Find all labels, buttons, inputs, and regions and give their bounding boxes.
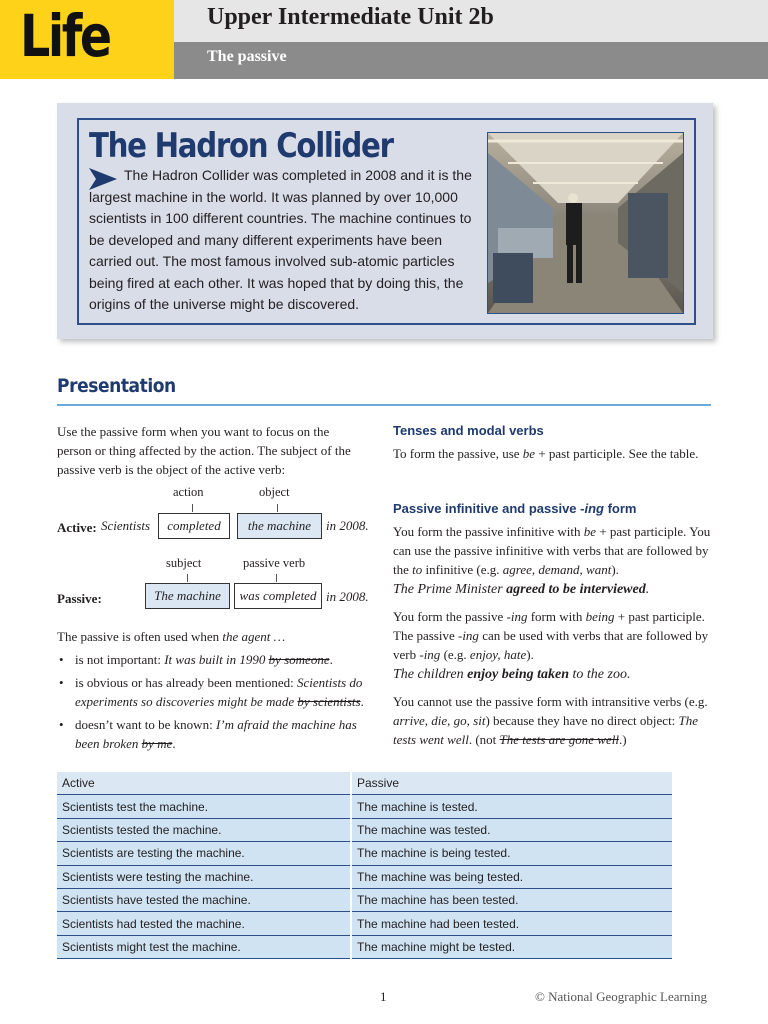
- text-run: can be used with verbs that are followed by verb -: [393, 628, 709, 662]
- table-row: [57, 912, 672, 935]
- tenses-heading: Tenses and modal verbs: [393, 423, 544, 438]
- text-run-italic: be: [522, 446, 536, 461]
- text-run-bold: enjoy being taken: [467, 667, 570, 682]
- page-number: 1: [380, 989, 387, 1004]
- passive-verb-label: passive verb: [243, 556, 306, 570]
- agent-intro-text: The passive is often used when: [57, 629, 223, 644]
- heading-run: form: [603, 501, 637, 516]
- ing-paragraph: [393, 607, 711, 664]
- text-run-italic: agree, demand, want: [502, 562, 612, 577]
- bullet-end: .: [360, 694, 364, 709]
- text-run: (e.g.: [440, 647, 470, 662]
- logo-text: Life: [20, 2, 110, 70]
- table-row: [57, 795, 672, 818]
- subject-label: subject: [166, 556, 202, 570]
- table-cell: The machine had been tested.: [351, 912, 672, 935]
- passive-label: Passive:: [57, 591, 102, 606]
- text-run-struck: The tests are gone well: [499, 732, 619, 747]
- active-subject: Scientists: [101, 518, 151, 533]
- table-cell: The machine was being tested.: [351, 865, 672, 888]
- text-run: form with: [527, 609, 586, 624]
- presentation-heading: Presentation: [57, 375, 176, 397]
- text-run-bold: agreed to be interviewed: [506, 582, 646, 597]
- bullet-text: is not important:: [75, 652, 165, 667]
- reading-frame: [77, 118, 696, 325]
- passive-subject-box: The machine: [145, 583, 230, 609]
- text-run: . (not: [468, 732, 500, 747]
- life-logo: [0, 0, 174, 79]
- text-run: ) because they have no direct object:: [485, 713, 679, 728]
- agent-intro-italic: the agent …: [222, 629, 286, 644]
- bullet-struck: by me: [141, 736, 173, 751]
- object-label: object: [259, 485, 290, 499]
- bullet-example: I’m afraid the machine has been broken: [75, 717, 357, 751]
- example-children: [393, 667, 711, 683]
- column-header-passive: Passive: [351, 772, 672, 795]
- reading-title: The Hadron Collider: [89, 126, 393, 166]
- table-cell: Scientists might test the machine.: [57, 935, 351, 958]
- table-row: [57, 888, 672, 911]
- text-run: .): [618, 732, 627, 747]
- bullet-text: doesn’t want to be known:: [75, 717, 216, 732]
- passive-verb-box: was completed: [234, 583, 322, 609]
- text-run-italic: The tests went well: [393, 713, 699, 747]
- text-run: to the zoo.: [569, 667, 631, 682]
- header-title-bar: [174, 0, 768, 42]
- tense-table: [57, 772, 672, 959]
- active-verb-box: completed: [158, 513, 230, 539]
- bullet-example: Scientists do experiments so discoveries might be made: [75, 675, 363, 709]
- table-cell: Scientists have tested the machine.: [57, 888, 351, 911]
- text-run: ).: [611, 562, 619, 577]
- text-run-italic: being: [585, 609, 615, 624]
- tenses-paragraph: [393, 444, 711, 463]
- text-run: You form the passive infinitive with: [393, 524, 584, 539]
- infinitive-paragraph: [393, 522, 711, 579]
- table-row: [57, 842, 672, 865]
- table-cell: Scientists tested the machine.: [57, 818, 351, 841]
- table-cell: Scientists are testing the machine.: [57, 842, 351, 865]
- active-end: in 2008.: [326, 518, 369, 533]
- text-run: The children: [393, 667, 468, 682]
- heading-run-italic: ing: [584, 501, 604, 516]
- infinitive-heading: [393, 501, 636, 516]
- heading-run: Passive infinitive and passive -: [393, 501, 585, 516]
- text-run-italic: to: [412, 562, 423, 577]
- object-tick: [277, 504, 278, 512]
- passive-end: in 2008.: [326, 589, 369, 604]
- text-run: ).: [526, 647, 534, 662]
- table-cell: The machine has been tested.: [351, 888, 672, 911]
- table-cell: The machine might be tested.: [351, 935, 672, 958]
- text-run: The Prime Minister: [393, 582, 507, 597]
- list-item: [57, 650, 375, 669]
- intransitive-paragraph: [393, 692, 713, 749]
- bullet-struck: by scientists: [297, 694, 361, 709]
- table-cell: The machine was tested.: [351, 818, 672, 841]
- table-row: [57, 935, 672, 958]
- example-prime-minister: [393, 582, 711, 598]
- collider-photo-illustration: [488, 133, 683, 313]
- table-row: [57, 818, 672, 841]
- column-header-active: Active: [57, 772, 351, 795]
- text-run-italic: arrive, die, go, sit: [393, 713, 486, 728]
- action-label: action: [173, 485, 204, 499]
- bullet-end: .: [172, 736, 176, 751]
- list-item: [57, 673, 375, 711]
- table-cell: The machine is being tested.: [351, 842, 672, 865]
- table-row: [57, 865, 672, 888]
- section-divider: [57, 404, 711, 406]
- text-run: + past participle. You can use the passive infinitive with verbs that are followed by the: [393, 524, 711, 577]
- text-run: + past participle. See the table.: [535, 446, 699, 461]
- page-title: Upper Intermediate Unit 2b: [207, 4, 494, 30]
- agent-intro: [57, 627, 372, 646]
- table-cell: Scientists were testing the machine.: [57, 865, 351, 888]
- active-object-box: the machine: [237, 513, 322, 539]
- text-run: + past participle. The passive -: [393, 609, 705, 643]
- passive-verb-tick: [276, 574, 277, 582]
- bullet-struck: by someone: [268, 652, 330, 667]
- bullet-example: It was built in 1990: [164, 652, 269, 667]
- intro-paragraph: Use the passive form when you want to focus on the person or thing affected by the action. The subject of the passive verb is the object of the active verb:: [57, 424, 351, 477]
- text-run: .: [645, 582, 650, 597]
- text-run: You form the passive -: [393, 609, 511, 624]
- subject-tick: [187, 574, 188, 582]
- copyright-notice: © National Geographic Learning: [535, 989, 707, 1004]
- collider-photo: [487, 132, 684, 314]
- text-run-italic: be: [583, 524, 597, 539]
- table-cell: Scientists test the machine.: [57, 795, 351, 818]
- active-label: Active:: [57, 520, 97, 535]
- agent-list: [57, 650, 375, 757]
- table-header-row: [57, 772, 672, 795]
- reading-panel: [57, 103, 713, 339]
- page-subtitle: The passive: [207, 48, 287, 65]
- action-tick: [192, 504, 193, 512]
- reading-text: The Hadron Collider was completed in 2008 and it is the largest machine in the world. It was planned by over 10,000 scientists in 100 different countries. The machine continues to be developed and many different experiments have been carried out. The most famous involved sub-atomic particles being fired at each other. It was hoped that by doing this, the origins of the universe might be discovered.: [89, 167, 472, 312]
- header-subtitle-bar: [174, 42, 768, 79]
- text-run-italic: enjoy, hate: [469, 647, 527, 662]
- text-run-italic: ing: [423, 647, 441, 662]
- text-run: infinitive (e.g.: [422, 562, 503, 577]
- table-cell: The machine is tested.: [351, 795, 672, 818]
- text-run-italic: ing: [510, 609, 528, 624]
- bullet-end: .: [329, 652, 333, 667]
- text-run: You cannot use the passive form with intransitive verbs (e.g.: [393, 694, 708, 709]
- list-item: [57, 715, 375, 753]
- bullet-text: is obvious or has already been mentioned:: [75, 675, 298, 690]
- text-run-italic: ing: [462, 628, 479, 643]
- text-run: To form the passive, use: [393, 446, 523, 461]
- table-cell: Scientists had tested the machine.: [57, 912, 351, 935]
